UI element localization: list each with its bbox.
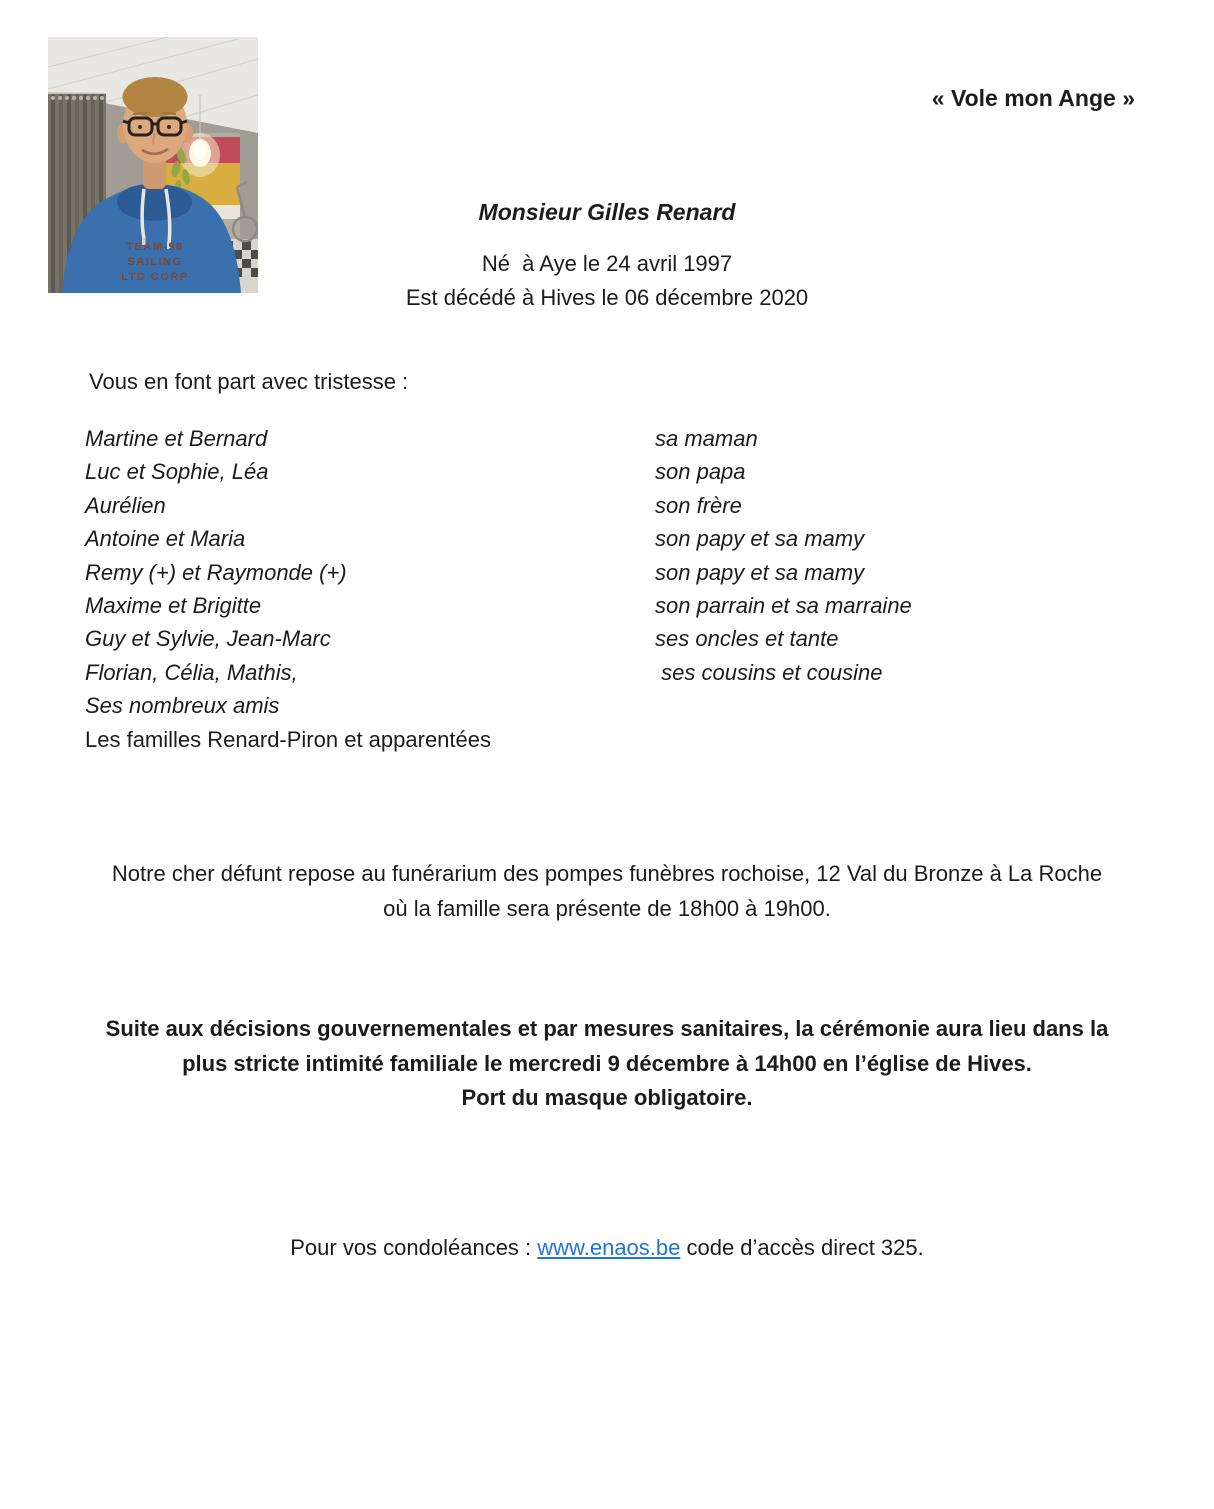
- family-name: Antoine et Maria: [85, 526, 246, 552]
- hoodie-text-line1: TEAM-98: [126, 241, 184, 253]
- family-relation: ses oncles et tante: [655, 626, 839, 652]
- family-relation: son papy et sa mamy: [655, 559, 865, 585]
- family-relation: [655, 689, 1155, 722]
- family-row: [85, 522, 1155, 555]
- family-row: [85, 656, 1155, 689]
- family-row: [85, 422, 1155, 455]
- family-name: Guy et Sylvie, Jean-Marc: [85, 626, 331, 652]
- family-name: Remy (+) et Raymonde (+): [85, 559, 347, 585]
- family-name: Ses nombreux amis: [85, 693, 280, 719]
- family-name: Luc et Sophie, Léa: [85, 459, 269, 485]
- condolences-line: [0, 1235, 1214, 1261]
- ceremony-line-2: plus stricte intimité familiale le mercredi 9 décembre à 14h00 en l’église de Hives.: [182, 1050, 1032, 1076]
- family-row: [85, 589, 1155, 622]
- hoodie-text-line2: SAILING: [127, 256, 183, 268]
- deceased-name: Monsieur Gilles Renard: [478, 199, 736, 225]
- family-name: Florian, Célia, Mathis,: [85, 659, 298, 685]
- family-relation: sa maman: [655, 426, 758, 451]
- family-row: [85, 622, 1155, 655]
- family-name: Les familles Renard-Piron et apparentées: [85, 726, 492, 752]
- family-list: [85, 422, 1155, 756]
- family-relation: ses cousins et cousine: [655, 659, 883, 685]
- family-relation: son papy et sa mamy: [655, 526, 865, 552]
- family-relation: son parrain et sa marraine: [655, 593, 912, 619]
- family-relation: son frère: [655, 492, 742, 518]
- birth-line: Né à Aye le 24 avril 1997: [481, 251, 733, 276]
- repose-paragraph: [30, 856, 1184, 926]
- ceremony-line-3: Port du masque obligatoire.: [461, 1085, 753, 1110]
- ceremony-line-1: Suite aux décisions gouvernementales et par mesures sanitaires, la cérémonie aura lieu dans la: [105, 1016, 1109, 1041]
- hoodie-text-line3: LTD CORP: [121, 271, 189, 283]
- condolences-suffix: code d’accès direct 325.: [680, 1235, 924, 1260]
- death-line: Est décédé à Hives le 06 décembre 2020: [405, 285, 809, 310]
- memorial-quote: « Vole mon Ange »: [931, 85, 1135, 111]
- family-row: [85, 689, 1155, 722]
- repose-line-2: où la famille sera présente de 18h00 à 19h00.: [383, 896, 831, 921]
- family-row: [85, 455, 1155, 488]
- eye-left: [138, 125, 142, 129]
- family-row: [85, 556, 1155, 589]
- family-relation: son papa: [655, 459, 746, 485]
- ceremony-paragraph: [55, 1012, 1159, 1116]
- eyebrow-left: [133, 113, 147, 114]
- family-name: Aurélien: [85, 492, 166, 518]
- eye-right: [167, 125, 171, 129]
- family-row: [85, 489, 1155, 522]
- hair: [123, 77, 188, 117]
- family-row: [85, 723, 1155, 756]
- condolences-prefix: Pour vos condoléances :: [290, 1235, 538, 1260]
- intro-line: Vous en font part avec tristesse :: [89, 369, 409, 394]
- family-relation: [655, 723, 1155, 756]
- family-name: Martine et Bernard: [85, 426, 268, 451]
- family-name: Maxime et Brigitte: [85, 593, 262, 619]
- enaos-link[interactable]: www.enaos.be: [537, 1235, 681, 1260]
- eyebrow-right: [162, 113, 176, 114]
- repose-line-1: Notre cher défunt repose au funérarium des pompes funèbres rochoise, 12 Val du Bronze à La Roche: [111, 861, 1103, 886]
